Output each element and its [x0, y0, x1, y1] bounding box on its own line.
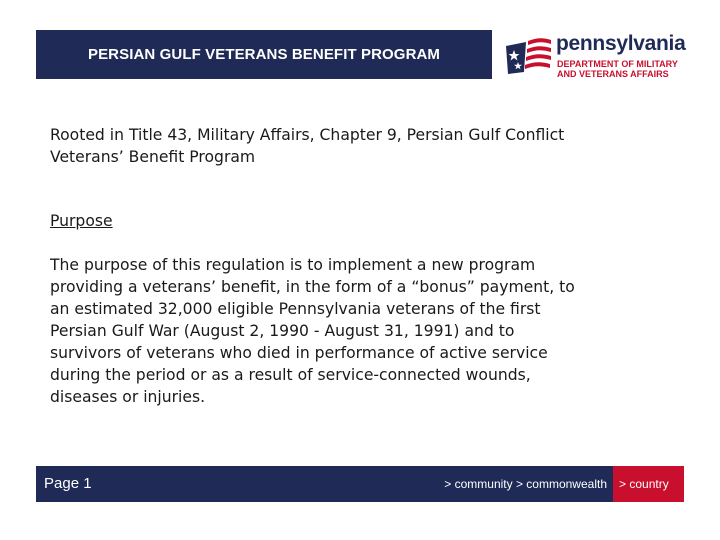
- intro-line: Rooted in Title 43, Military Affairs, Chapter 9, Persian Gulf Conflict: [50, 126, 565, 144]
- purpose-line: providing a veterans’ benefit, in the form of a “bonus” payment, to: [50, 278, 575, 296]
- purpose-heading: Purpose: [50, 212, 113, 230]
- purpose-line: survivors of veterans who died in performance of active service: [50, 344, 548, 362]
- purpose-line: an estimated 32,000 eligible Pennsylvania veterans of the first: [50, 300, 541, 318]
- logo-department-line2: AND VETERANS AFFAIRS: [557, 69, 669, 79]
- footer-country-text: > country: [619, 477, 669, 491]
- pennsylvania-logo: [500, 28, 690, 84]
- purpose-line: The purpose of this regulation is to implement a new program: [50, 256, 536, 274]
- purpose-line: diseases or injuries.: [50, 388, 206, 406]
- logo-department: [557, 59, 678, 79]
- intro-line: Veterans’ Benefit Program: [50, 148, 256, 166]
- page-number: Page 1: [44, 475, 92, 492]
- footer-bar: [36, 466, 684, 502]
- page-title: PERSIAN GULF VETERANS BENEFIT PROGRAM: [87, 46, 441, 63]
- logo-wordmark: pennsylvania: [556, 32, 686, 55]
- logo-department-line1: DEPARTMENT OF MILITARY: [557, 59, 678, 69]
- purpose-line: during the period or as a result of service-connected wounds,: [50, 366, 531, 384]
- purpose-line: Persian Gulf War (August 2, 1990 - August 31, 1991) and to: [50, 322, 515, 340]
- intro-paragraph: [50, 124, 690, 168]
- footer-blue-section: [36, 466, 613, 502]
- flag-icon: [504, 32, 552, 80]
- purpose-paragraph: [50, 254, 690, 408]
- footer-red-section: [613, 466, 684, 502]
- footer-nav-text: > community > commonwealth: [444, 477, 607, 491]
- header-bar: [36, 30, 492, 79]
